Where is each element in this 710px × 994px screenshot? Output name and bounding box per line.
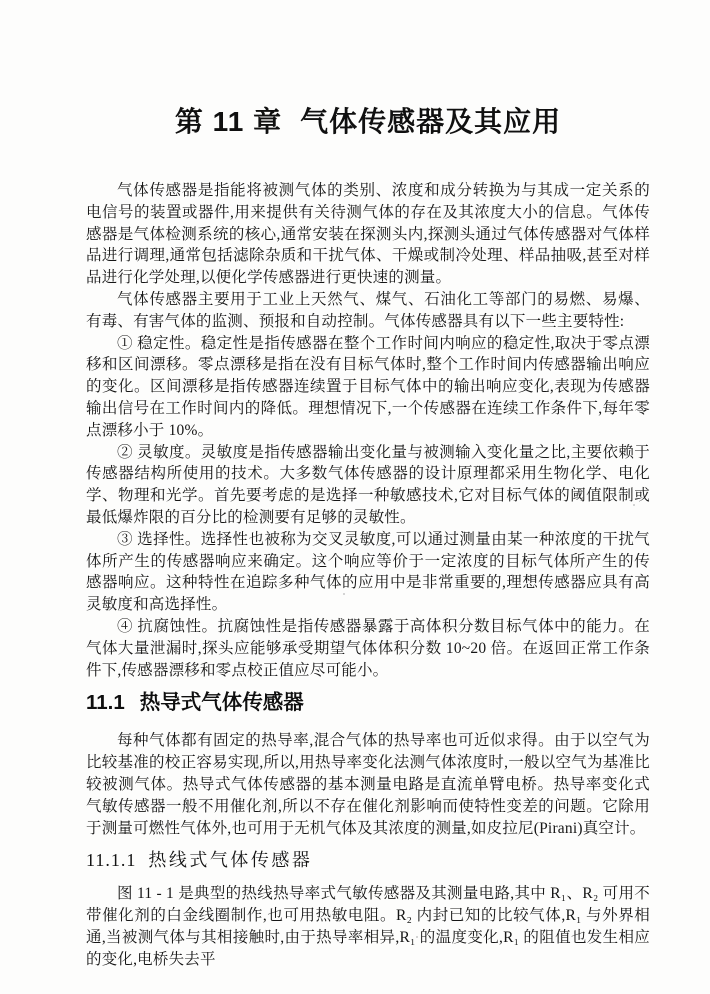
subsection-number: 11.1.1 <box>86 850 137 871</box>
paragraph-section-11-1: 每种气体都有固定的热导率,混合气体的热导率也可近似求得。由于以空气为比较基准的校正容易实现,所以,用热导率变化法测气体浓度时,一般以空气为基准比较被测气体。热导式气体传感器的基本测量电路是直流单臂电桥。热导率变化式气敏传感器一般不用催化剂,所以不存在催化剂影响而使特性变差的问题。它除用于测量可燃性气体外,也可用于无机气体及其浓度的测量,如皮拉尼(Pirani)真空计。 <box>86 732 650 837</box>
subsection-heading-11-1-1 <box>86 848 650 872</box>
paragraph-intro-1: 气体传感器是指能将被测气体的类别、浓度和成分转换为与其成一定关系的电信号的装置或器件,用来提供有关待测气体的存在及其浓度大小的信息。气体传感器是气体检测系统的核心,通常安装在探测头内,探测头通过气体传感器对气体样品进行调理,通常包括滤除杂质和干扰气体、干燥或制冷处理、样品抽吸,甚至对样品进行化学处理,以便化学传感器进行更快速的测量。 <box>86 182 650 287</box>
chapter-title: 气体传感器及其应用 <box>300 106 562 137</box>
section-number: 11.1 <box>86 691 125 715</box>
section-title: 热导式气体传感器 <box>139 691 304 715</box>
section-heading-11-1 <box>86 690 650 716</box>
chapter-number: 第 11 章 <box>174 106 283 137</box>
chapter-heading <box>86 106 650 138</box>
paragraph-feature-sensitivity: ② 灵敏度。灵敏度是指传感器输出变化量与被测输入变化量之比,主要依赖于传感器结构所使用的技术。大多数气体传感器的设计原理都采用生物化学、电化学、物理和光学。首先要考虑的是选择一种敏感技术,它对目标气体的阈值限制或最低爆炸限的百分比的检测要有足够的灵敏性。 <box>86 443 650 526</box>
subsection-title: 热线式气体传感器 <box>148 850 313 871</box>
paragraph-feature-corrosion-resistance: ④ 抗腐蚀性。抗腐蚀性是指传感器暴露于高体积分数目标气体中的能力。在气体大量泄漏时,探头应能够承受期望气体体积分数 10~20 倍。在返回正常工作条件下,传感器漂移和零点校正值应尽可能小。 <box>86 617 650 679</box>
paragraph-feature-selectivity: ③ 选择性。选择性也被称为交叉灵敏度,可以通过测量由某一种浓度的干扰气体所产生的传感器响应来确定。这个响应等价于一定浓度的目标气体所产生的传感器响应。这种特性在追踪多种气体的应用中是非常重要的,理想传感器应具有高灵敏度和高选择性。 <box>86 530 650 614</box>
page-content <box>86 106 650 971</box>
paragraph-feature-stability: ① 稳定性。稳定性是指传感器在整个工作时间内响应的稳定性,取决于零点漂移和区间漂移。零点漂移是指在没有目标气体时,整个工作时间内传感器输出响应的变化。区间漂移是指传感器连续置于目标气体中的输出响应变化,表现为传感器输出信号在工作时间内的降低。理想情况下,一个传感器在连续工作条件下,每年零点漂移小于 10%。 <box>86 334 650 439</box>
paragraph-subsection-11-1-1: 图 11 - 1 是典型的热线热导率式气敏传感器及其测量电路,其中 R₁、R₂ 可用不带催化剂的白金线圈制作,也可用热敏电阻。R₂ 内封已知的比较气体,R₁ 与外界相通,当被测气体与其相接触时,由于热导率相异,R₁ 的温度变化,R₁ 的阻值也发生相应的变化,电桥失去平 <box>86 885 650 968</box>
paragraph-intro-2: 气体传感器主要用于工业上天然气、煤气、石油化工等部门的易燃、易爆、有毒、有害气体的监测、预报和自动控制。气体传感器具有以下一些主要特性: <box>86 290 650 330</box>
